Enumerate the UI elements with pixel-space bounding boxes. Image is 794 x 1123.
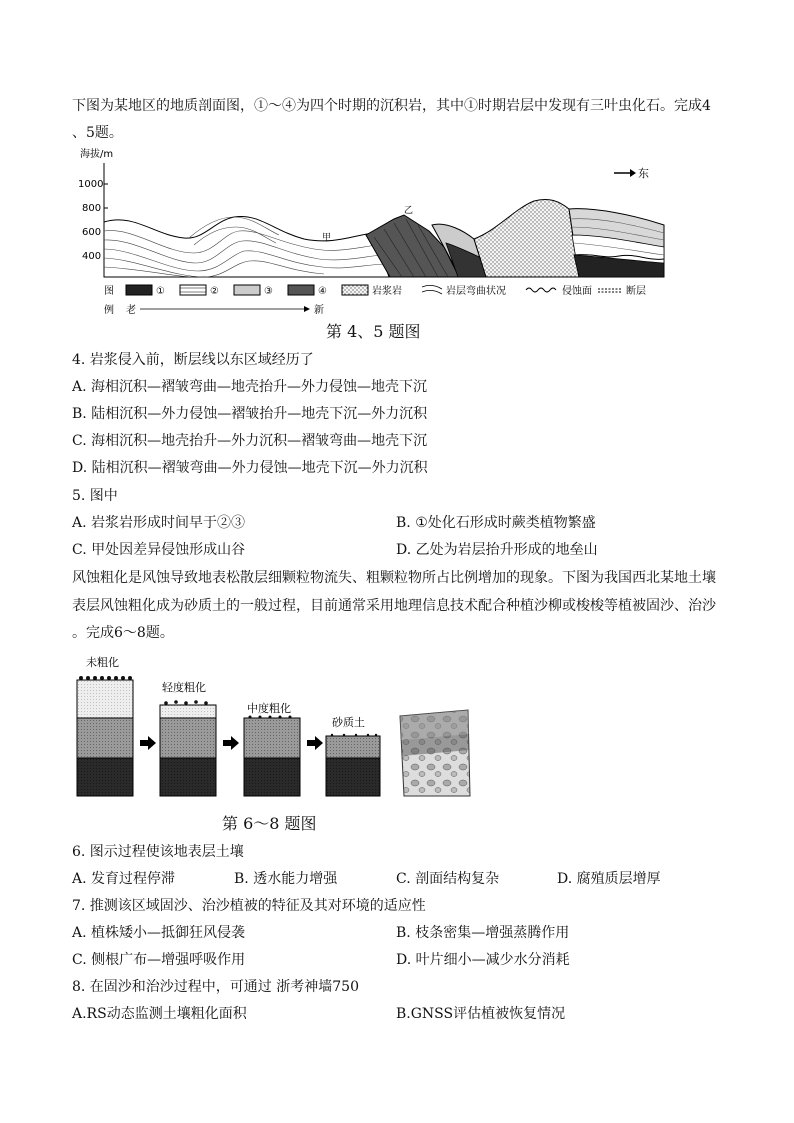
legend-item-erosion: 侵蚀面 — [562, 286, 592, 297]
q6-option-a[interactable]: A. 发育过程停滞 — [72, 871, 176, 887]
stage-label-1: 未粗化 — [86, 656, 119, 669]
stage-3-profile — [244, 716, 300, 797]
stage-4-profile — [326, 734, 380, 796]
legend-old: 老 — [126, 305, 136, 316]
q6-option-d[interactable]: D. 腐殖质层增厚 — [557, 871, 661, 887]
geologic-profile-figure — [74, 143, 674, 323]
stage-1-profile — [77, 676, 133, 796]
q7-option-b[interactable]: B. 枝条密集—增强蒸腾作用 — [396, 925, 570, 941]
q8-stem: 8. 在固沙和治沙过程中，可通过 浙考神墙750 — [72, 979, 359, 995]
y-axis-title: 海拔/m — [80, 149, 114, 160]
legend-item-fold: 岩层弯曲状况 — [446, 286, 506, 297]
stage-label-2: 轻度粗化 — [162, 681, 206, 694]
arrow-icon-3 — [307, 736, 323, 750]
intro2-line-3: 。完成6～8题。 — [72, 625, 174, 641]
y-tick-1000: 1000 — [78, 179, 104, 190]
stage-label-3: 中度粗化 — [247, 702, 291, 715]
q4-option-d[interactable]: D. 陆相沉积—褶皱弯曲—外力侵蚀—地壳下沉—外力沉积 — [72, 460, 428, 476]
legend-title-1: 图 — [104, 286, 114, 297]
direction-label: 东 — [638, 167, 649, 180]
figure2-caption: 第 6～8 题图 — [222, 814, 317, 833]
legend-swatch-3 — [234, 285, 260, 295]
arrow-icon-2 — [223, 736, 239, 750]
figure1-caption: 第 4、5 题图 — [326, 322, 421, 341]
q8-option-b[interactable]: B.GNSS评估植被恢复情况 — [396, 1006, 566, 1022]
legend-swatch-1 — [126, 285, 152, 295]
soil-profile-photo — [400, 710, 470, 796]
q5-option-d[interactable]: D. 乙处为岩层抬升形成的地垒山 — [396, 542, 598, 558]
q4-option-a[interactable]: A. 海相沉积—褶皱弯曲—地壳抬升—外力侵蚀—地壳下沉 — [72, 379, 428, 395]
y-tick-600: 600 — [82, 227, 102, 238]
q4-option-c[interactable]: C. 海相沉积—地壳抬升—外力沉积—褶皱弯曲—地壳下沉 — [72, 433, 428, 449]
y-tick-400: 400 — [82, 251, 102, 262]
q7-option-c[interactable]: C. 侧根广布—增强呼吸作用 — [72, 952, 246, 968]
legend-title-2: 例 — [104, 305, 114, 316]
label-yi: 乙 — [404, 206, 414, 216]
stage-2-profile — [160, 700, 216, 796]
q7-stem: 7. 推测该区域固沙、治沙植被的特征及其对环境的适应性 — [72, 898, 426, 914]
q7-option-d[interactable]: D. 叶片细小—减少水分消耗 — [396, 952, 570, 968]
legend-item-4: ④ — [318, 286, 327, 297]
stage-label-4: 砂质土 — [332, 716, 365, 729]
intro-line-2: 、5题。 — [72, 125, 123, 141]
arrow-icon-1 — [140, 736, 156, 750]
q5-option-a[interactable]: A. 岩浆岩形成时间早于②③ — [72, 515, 246, 531]
q8-option-a[interactable]: A.RS动态监测土壤粗化面积 — [72, 1006, 247, 1022]
legend-item-3: ③ — [264, 286, 273, 297]
legend-new: 新 — [314, 305, 324, 316]
legend-item-fault: 断层 — [626, 286, 646, 297]
wind-erosion-figure — [74, 650, 474, 800]
intro2-line-2: 表层风蚀粗化成为砂质土的一般过程，目前通常采用地理信息技术配合种植沙柳或梭梭等植被固沙、治沙 — [72, 598, 716, 614]
legend-swatch-4 — [288, 285, 314, 295]
legend-swatch-2 — [180, 285, 206, 295]
fold-curve-icon — [422, 285, 442, 294]
q5-option-c[interactable]: C. 甲处因差异侵蚀形成山谷 — [72, 542, 246, 558]
q5-stem: 5. 图中 — [72, 488, 118, 504]
q7-option-a[interactable]: A. 植株矮小—抵御狂风侵袭 — [72, 925, 246, 941]
q5-option-b[interactable]: B. ①处化石形成时蕨类植物繁盛 — [396, 515, 596, 531]
intro-line-1: 下图为某地区的地质剖面图，①～④为四个时期的沉积岩，其中①时期岩层中发现有三叶虫化石。完成4 — [72, 98, 711, 114]
q6-option-c[interactable]: C. 剖面结构复杂 — [396, 871, 500, 887]
q4-stem: 4. 岩浆侵入前，断层线以东区域经历了 — [72, 352, 314, 368]
q6-option-b[interactable]: B. 透水能力增强 — [234, 871, 338, 887]
legend-swatch-magma — [342, 285, 368, 295]
legend-item-1: ① — [156, 286, 165, 297]
legend-item-magma: 岩浆岩 — [372, 286, 402, 297]
intro2-line-1: 风蚀粗化是风蚀导致地表松散层细颗粒物流失、粗颗粒物所占比例增加的现象。下图为我国西北某地土壤 — [72, 570, 716, 586]
y-tick-800: 800 — [82, 203, 102, 214]
legend-item-2: ② — [210, 286, 219, 297]
label-jia: 甲 — [322, 233, 332, 243]
erosion-surface-icon — [526, 288, 556, 292]
q6-stem: 6. 图示过程使该地表层土壤 — [72, 844, 244, 860]
q4-option-b[interactable]: B. 陆相沉积—外力侵蚀—褶皱抬升—地壳下沉—外力沉积 — [72, 406, 428, 422]
